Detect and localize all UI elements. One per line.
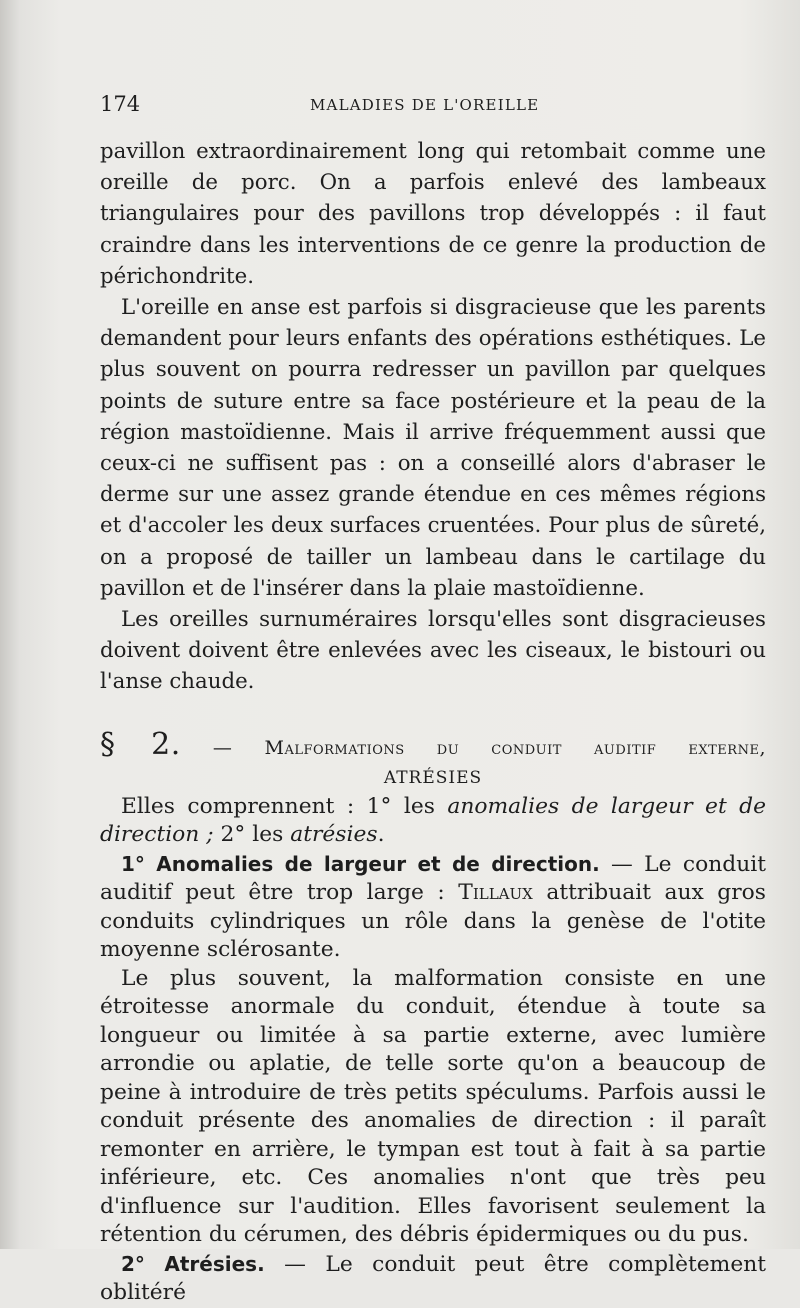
anomalies-heading: 1° Anomalies de largeur et de direction. xyxy=(121,851,600,876)
subsection-text xyxy=(100,793,766,1308)
section-title-line1 xyxy=(100,726,766,763)
body-text xyxy=(100,136,766,1308)
paragraph-anomalies xyxy=(100,850,766,965)
section-title: Malformations du conduit auditif externe, xyxy=(264,736,766,759)
paragraph-elles-comprennent xyxy=(100,793,766,850)
elles-lead: Elles comprennent : 1° les xyxy=(121,793,448,819)
paragraph-pavillon: pavillon extraordinairement long qui retombait comme une oreille de porc. On a parfois enlevé des lambeaux triangulaires pour des pavillons trop développés : il faut craindre dans les interventions de ce genre la production de périchondrite. xyxy=(100,139,766,289)
section-subtitle: ATRÉSIES xyxy=(383,767,483,788)
author-tillaux: Tillaux xyxy=(458,880,533,906)
running-head: MALADIES DE L'OREILLE xyxy=(310,96,540,114)
atresies-text: Le conduit peut être complètement oblitéré xyxy=(100,1251,767,1306)
anomalies-text-after: attribuait aux gros conduits cylindriques un rôle dans la genèse de l'otite moyenne sclérosante. xyxy=(100,880,766,963)
page-header xyxy=(100,92,760,116)
anomalies-dash: — xyxy=(599,851,645,877)
paragraph-oreille-en-anse: L'oreille en anse est parfois si disgracieuse que les parents demandent pour leurs enfants des opérations esthétiques. Le plus souvent on pourra redresser un pavillon par quelques points de suture entre sa face postérieure et la peau de la région mastoïdienne. Mais il arrive fréquemment aussi que ceux-ci ne suffisent pas : on a conseillé alors d'abraser le derme sur une assez grande étendue en ces mêmes régions et d'accoler les deux surfaces cruentées. Pour plus de sûreté, on a proposé de tailler un lambeau dans le cartilage du pavillon et de l'insérer dans la plaie mastoïdienne. xyxy=(100,295,766,601)
elles-mid: 2° les xyxy=(213,822,291,848)
paragraph-atresies xyxy=(100,1250,766,1308)
elles-end: . xyxy=(377,822,385,848)
section-dash: — xyxy=(180,736,265,759)
atresies-dash: — xyxy=(264,1251,326,1277)
elles-italic-atresies: atrésies xyxy=(290,822,378,848)
paragraph-plus-souvent: Le plus souvent, la malformation consiste en une étroitesse anormale du conduit, étendue à toute sa longueur ou limitée à sa partie externe, avec lumière arrondie ou aplatie, de telle sorte qu'on a beaucoup de peine à introduire de très petits spéculums. Parfois aussi le conduit présente des anomalies de direction : il paraît remonter en arrière, le tympan est tout à fait à sa partie inférieure, etc. Ces anomalies n'ont que très peu d'influence sur l'audition. Elles favorisent seulement la rétention du cérumen, des débris épidermiques ou du pus. xyxy=(100,965,766,1248)
paragraph-oreilles-surnumeraires: Les oreilles surnuméraires lorsqu'elles sont disgracieuses doivent doivent être enlevées avec les ciseaux, le bistouri ou l'anse chaude. xyxy=(100,607,766,695)
section-heading xyxy=(100,726,766,793)
atresies-heading: 2° Atrésies. xyxy=(121,1251,265,1276)
elles-italic-anomalies: anomalies de largeur et de direction ; xyxy=(100,793,766,848)
anomalies-text-before: Le conduit auditif peut être trop large : xyxy=(100,851,766,906)
page-number: 174 xyxy=(100,92,141,116)
section-sign: § 2. xyxy=(100,726,181,762)
